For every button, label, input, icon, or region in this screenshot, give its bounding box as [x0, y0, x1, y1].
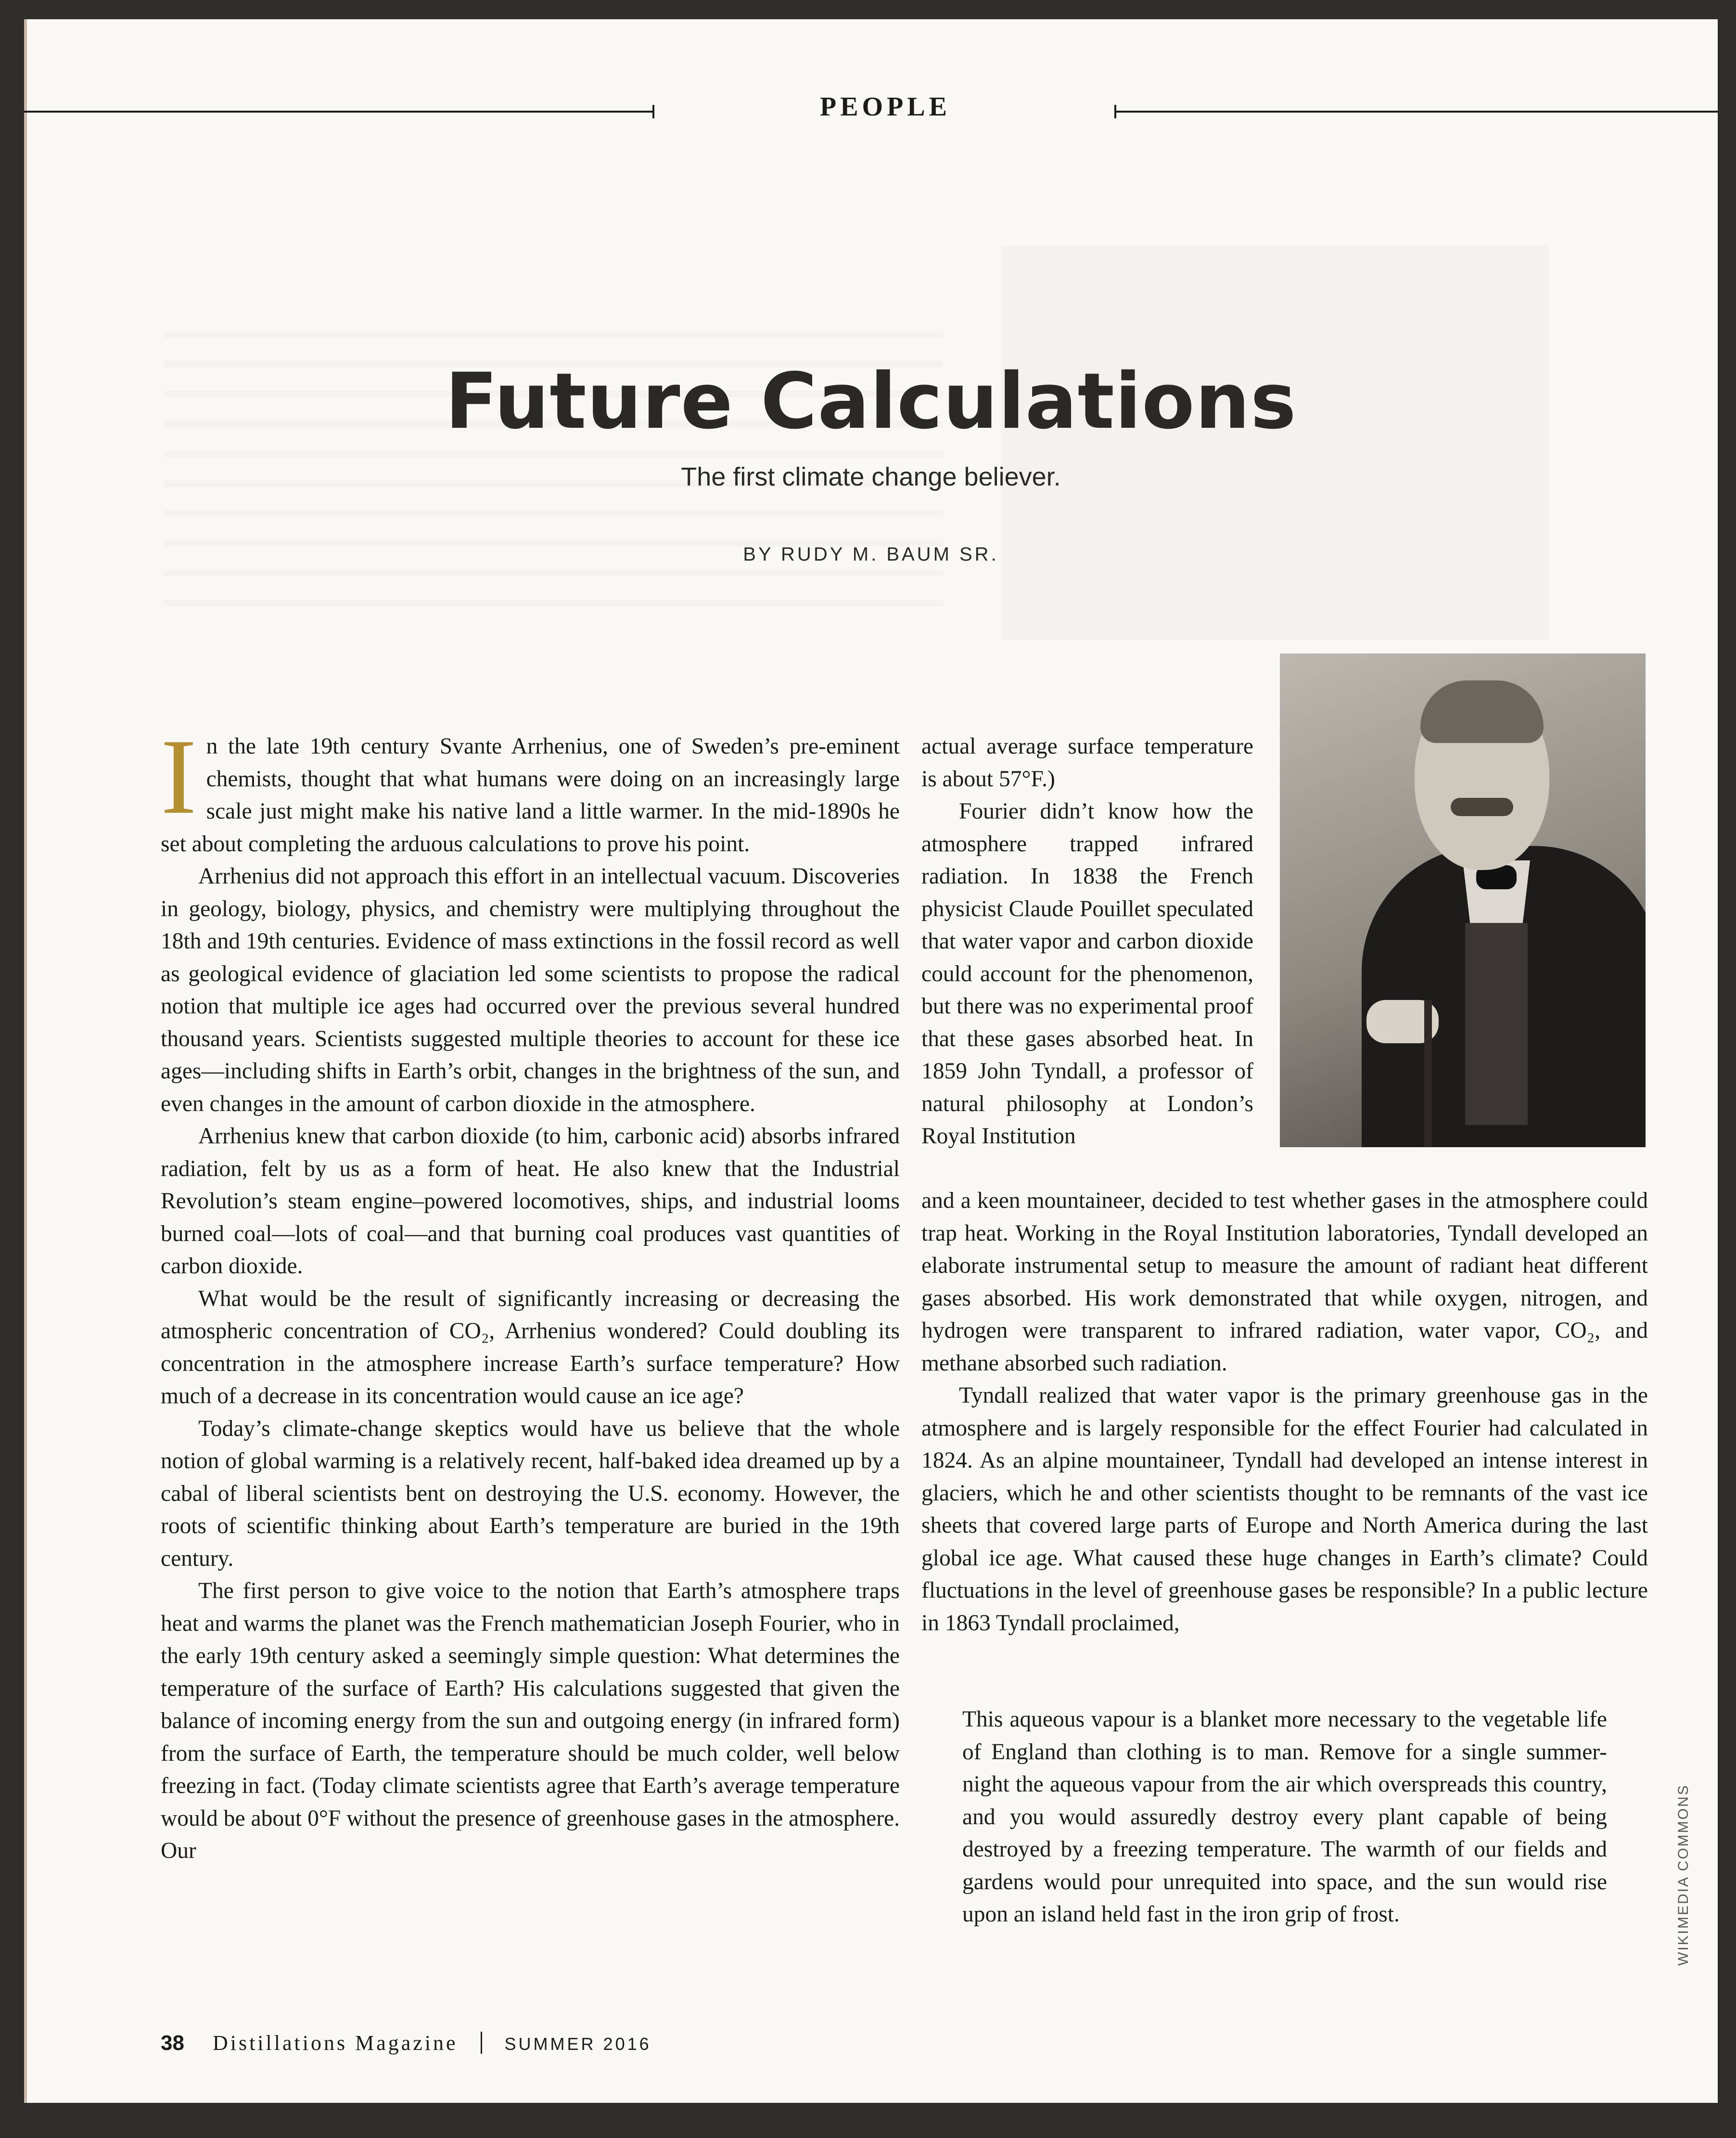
body-column-right-narrow [921, 730, 1253, 1153]
page-spine-edge [24, 19, 27, 2103]
drop-cap: I [161, 717, 197, 836]
article-subtitle: The first climate change believer. [681, 462, 1061, 491]
body-paragraph: Arrhenius did not approach this effort in an intellectual vacuum. Discoveries in geology, biology, physics, and chemistry were multiplying throughout the 18th and 19th centuries. Evidence of mass extinctions in the fossil record as well as geological evidence of glaciation led some scientists to propose the radical notion that multiple ice ages had occurred over the previous several hundred thousand years. Scientists suggested multiple theories to account for these ice ages—including shifts in Earth’s orbit, changes in the brightness of the sun, and even changes in the amount of carbon dioxide in the atmosphere. [161, 864, 900, 1116]
body-paragraph: In the late 19th century Svante Arrhenius, one of Sweden’s pre-eminent chemists, thought that what humans were doing on an increasingly large scale just might make his native land a little warmer. In the mid-1890s he set about completing the arduous calculations to prove his point. [161, 717, 900, 857]
arrhenius-portrait-photo [1280, 653, 1646, 1147]
footer-divider [481, 2032, 482, 2054]
page-number: 38 [161, 2031, 184, 2055]
block-quote: This aqueous vapour is a blanket more necessary to the vegetable life of England than clothing is to man. Remove for a single summer-night the aqueous vapour from the air which overspreads this country, and you would assuredly destroy every plant capable of being destroyed by a freezing temperature. The warmth of our fields and gardens would pour unrequited into space, and the sun would rise upon an island held fast in the iron grip of frost. [962, 1707, 1607, 1927]
header-rule-left [24, 111, 654, 113]
body-paragraph: The first person to give voice to the notion that Earth’s atmosphere traps heat and warms the planet was the French mathematician Joseph Fourier, who in the early 19th century asked a seemingly simple question: What determines the temperature of the surface of Earth? His calculations suggested that given the balance of incoming energy from the sun and outgoing energy (in infrared form) from the surface of Earth, the temperature should be much colder, well below freezing in fact. (Today climate scientists agree that Earth’s average temperature would be about 0°F without the presence of greenhouse gases in the atmosphere. Our [161, 1578, 900, 1863]
magazine-name: Distillations Magazine [212, 2031, 458, 2055]
header-rule-right [1114, 111, 1718, 113]
body-paragraph: Tyndall realized that water vapor is the primary greenhouse gas in the atmosphere and is largely responsible for the effect Fourier had calculated in 1824. As an alpine mountaineer, Tyndall had developed an intense interest in glaciers, which he and other scientists thought to be remnants of the vast ice sheets that covered large parts of Europe and North America during the last global ice age. What caused these huge changes in Earth’s climate? Could fluctuations in the level of greenhouse gases be responsible? In a public lecture in 1863 Tyndall proclaimed, [921, 1383, 1648, 1636]
issue-label: SUMMER 2016 [504, 2034, 651, 2054]
article-title: Future Calculations [445, 356, 1297, 446]
article-byline: BY RUDY M. BAUM SR. [743, 544, 999, 565]
body-paragraph: Fourier didn’t know how the atmosphere trapped infrared radiation. In 1838 the French physicist Claude Pouillet speculated that water vapor and carbon dioxide could account for the phenomenon, but there was no experimental proof that these gases absorbed heat. In 1859 John Tyndall, a professor of natural philosophy at London’s Royal Institution [921, 799, 1253, 1149]
photo-credit: WIKIMEDIA COMMONS [1675, 1784, 1691, 1966]
body-paragraph: Arrhenius knew that carbon dioxide (to him, carbonic acid) absorbs infrared radiation, felt by us as a form of heat. He also knew that the Industrial Revolution’s steam engine–powered locomotives, ships, and industrial looms burned coal—lots of coal—and that burning coal produces vast quantities of carbon dioxide. [161, 1124, 900, 1279]
body-column-right-wide [921, 1185, 1648, 1639]
body-column-left [161, 717, 900, 1868]
section-label: PEOPLE [819, 92, 951, 122]
body-paragraph: actual average surface temperature is about 57°F.) [921, 734, 1253, 792]
body-paragraph: Today’s climate-change skeptics would have us believe that the whole notion of global warming is a relatively recent, half-baked idea dreamed up by a cabal of liberal scientists bent on destroying the U.S. economy. However, the roots of scientific thinking about Earth’s temperature are buried in the 19th century. [161, 1416, 900, 1571]
body-paragraph: What would be the result of significantly increasing or decreasing the atmospheric concentration of CO₂, Arrhenius wondered? Could doubling its concentration in the atmosphere increase Earth’s surface temperature? How much of a decrease in its concentration would cause an ice age? [161, 1286, 900, 1408]
body-paragraph: and a keen mountaineer, decided to test whether gases in the atmosphere could trap heat. Working in the Royal Institution laboratories, Tyndall developed an elaborate instrumental setup to measure the amount of radiant heat different gases absorbed. His work demonstrated that while oxygen, nitrogen, and hydrogen were transparent to infrared radiation, water vapor, CO₂, and methane absorbed such radiation. [921, 1188, 1648, 1376]
page-footer [161, 2031, 651, 2055]
magazine-page [24, 19, 1718, 2103]
header-rule-tick [652, 105, 654, 118]
